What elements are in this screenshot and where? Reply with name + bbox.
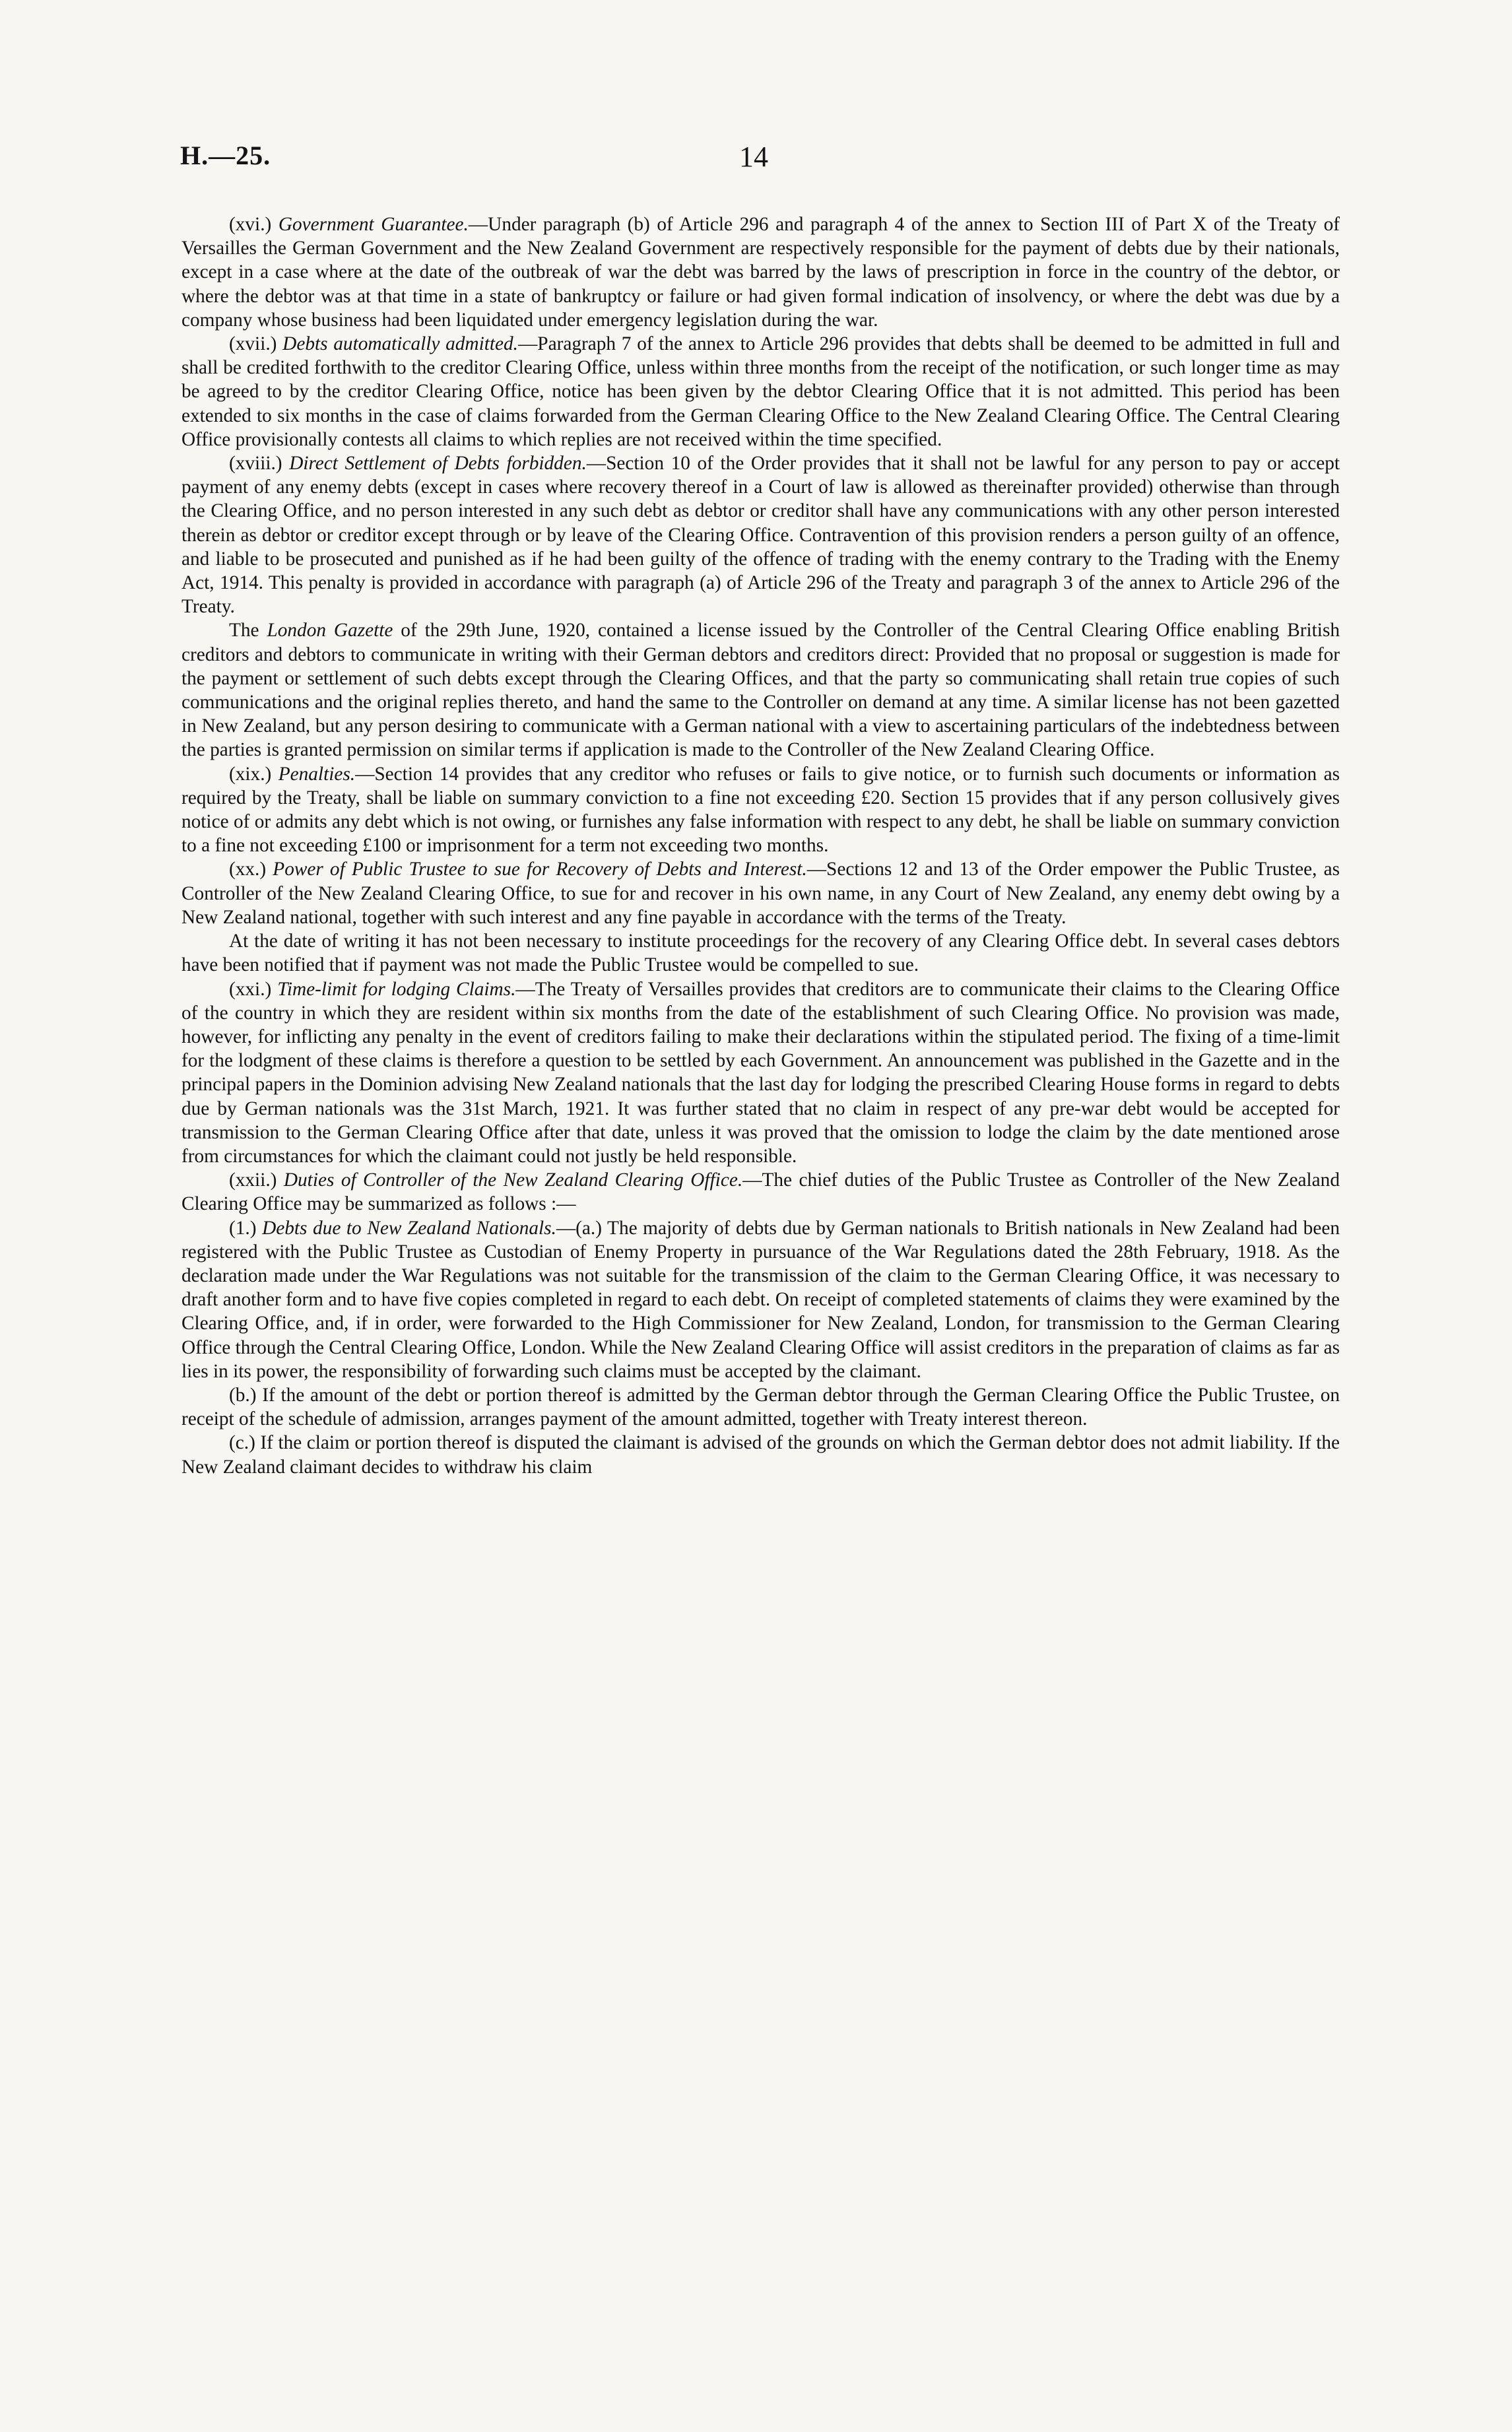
paragraph-heading: London Gazette <box>267 620 393 641</box>
paragraph-number: (xvii.) <box>229 333 277 355</box>
paragraph-heading: Direct Settlement of Debts forbidden. <box>289 453 587 475</box>
paragraph-c <box>181 1431 1340 1478</box>
paragraph-heading: Duties of Controller of the New Zealand Clearing Office. <box>283 1169 743 1191</box>
body-text <box>181 213 1340 1479</box>
page-number: 14 <box>739 141 768 173</box>
paragraph-text: —The Treaty of Versailles provides that creditors are to communicate their claims to the Clearing Office of the country in which they are resident within six months from the date of the establishment of such Clearing Office. No provision was made, however, for inflicting any penalty in the event of creditors failing to make their declarations within the stipulated period. The fixing of a time-limit for the lodgment of these claims is therefore a question to be settled by each Government. An announcement was published in the Gazette and in the principal papers in the Dominion advising New Zealand nationals that the last day for lodging the prescribed Clearing House forms in regard to debts due by German nationals was the 31st March, 1921. It was further stated that no claim in respect of any pre-war debt would be accepted for transmission to the German Clearing Office after that date, unless it was proved that the omission to lodge the claim by the date mentioned arose from circumstances for which the claimant could not justly be held responsible. <box>181 978 1340 1167</box>
paragraph-heading: Government Guarantee. <box>278 214 469 235</box>
paragraph-xvii <box>181 332 1340 451</box>
paragraph-text: At the date of writing it has not been necessary to institute proceedings for the recovery of any Clearing Office debt. In several cases debtors have been notified that if payment was not made the Public Trustee would be compelled to sue. <box>181 931 1340 976</box>
paragraph-text: of the 29th June, 1920, contained a license issued by the Controller of the Central Clearing Office enabling British creditors and debtors to communicate in writing with their German debtors and creditors direct: Provided that no proposal or suggestion is made for the payment or settlement of such debts except through the Clearing Offices, and that the party so communicating shall retain true copies of such communications and the original replies thereto, and hand the same to the Controller on demand at any time. A similar license has not been gazetted in New Zealand, but any person desiring to communicate with a German national with a view to ascertaining particulars of the indebtedness between the parties is granted permission on similar terms if application is made to the Controller of the New Zealand Clearing Office. <box>181 620 1340 761</box>
paragraph-heading: Power of Public Trustee to sue for Recovery of Debts and Interest. <box>273 859 807 880</box>
paragraph-xxi <box>181 977 1340 1169</box>
paragraph-number: (xvi.) <box>229 214 272 235</box>
paragraph-xxii <box>181 1168 1340 1216</box>
paragraph-text: If the claim or portion thereof is disputed the claimant is advised of the grounds on which the German debtor does not admit liability. If the New Zealand claimant decides to withdraw his claim <box>181 1432 1340 1478</box>
paragraph-text: —Sections 12 and 13 of the Order empower the Public Trustee, as Controller of the New Zealand Clearing Office, to sue for and recover in his own name, in any Court of New Zealand, any enemy debt owing by a New Zealand national, together with such interest and any fine payable in accordance with the terms of the Treaty. <box>181 859 1340 928</box>
paragraph-xvi <box>181 213 1340 332</box>
paragraph-b <box>181 1383 1340 1431</box>
paragraph-text: —Under paragraph (b) of Article 296 and paragraph 4 of the annex to Section III of Part X of the Treaty of Versailles the German Government and the New Zealand Government are respectively responsible for the payment of debts due by their nationals, except in a case where at the date of the outbreak of war the debt was barred by the laws of prescription in force in the country of the debtor, or where the debtor was at that time in a state of bankruptcy or failure or had given formal indication of insolvency, or where the debt was due by a company whose business had been liquidated under emergency legislation during the war. <box>181 214 1340 331</box>
paragraph-xix <box>181 762 1340 858</box>
paragraph-text: —(a.) The majority of debts due by German nationals to British nationals in New Zealand had been registered with the Public Trustee as Custodian of Enemy Property in pursuance of the War Regulations dated the 28th February, 1918. As the declaration made under the War Regulations was not suitable for the transmission of the claim to the German Clearing Office, it was necessary to draft another form and to have five copies completed in regard to each debt. On receipt of completed statements of claims they were examined by the Clearing Office, and, if in order, were forwarded to the High Commissioner for New Zealand, London, for transmission to the German Clearing Office through the Central Clearing Office, London. While the New Zealand Clearing Office will assist creditors in the preparation of claims as far as lies in its power, the responsibility of forwarding such claims must be accepted by the claimant. <box>181 1217 1340 1382</box>
paragraph-1 <box>181 1216 1340 1383</box>
paragraph-text: —Section 14 provides that any creditor who refuses or fails to give notice, or to furnish such documents or information as required by the Treaty, shall be liable on summary conviction to a fine not exceeding £20. Section 15 provides that if any person collusively gives notice of or admits any debt which is not owing, or furnishes any false information with respect to any debt, he shall be liable on summary conviction to a fine not exceeding £100 or imprisonment for a term not exceeding two months. <box>181 763 1340 857</box>
paragraph-number: (xxi.) <box>229 978 272 1000</box>
paragraph-number: (xix.) <box>229 763 272 785</box>
paragraph-text: —Paragraph 7 of the annex to Article 296 provides that debts shall be deemed to be admitted in full and shall be credited forthwith to the creditor Clearing Office, unless within three months from the receipt of the notification, or such longer time as may be agreed to by the creditor Clearing Office, notice has been given by the debtor Clearing Office that it is not admitted. This period has been extended to six months in the case of claims forwarded from the German Clearing Office to the New Zealand Clearing Office. The Central Clearing Office provisionally contests all claims to which replies are not received within the time specified. <box>181 333 1340 450</box>
paragraph-heading: Penalties. <box>278 763 356 785</box>
document-code: H.—25. <box>180 141 271 170</box>
paragraph-xviii <box>181 451 1340 618</box>
paragraph-lead: The <box>229 620 267 641</box>
page-header <box>181 140 1340 189</box>
paragraph-proceedings <box>181 929 1340 977</box>
paragraph-text: If the amount of the debt or portion thereof is admitted by the German debtor through the German Clearing Office the Public Trustee, on receipt of the schedule of admission, arranges payment of the amount admitted, together with Treaty interest thereon. <box>181 1384 1340 1430</box>
paragraph-heading: Debts due to New Zealand Nationals. <box>262 1217 556 1239</box>
paragraph-number: (xx.) <box>229 859 267 880</box>
paragraph-text: —The chief duties of the Public Trustee as Controller of the New Zealand Clearing Office may be summarized as follows :— <box>181 1169 1340 1215</box>
paragraph-number: (1.) <box>229 1217 257 1239</box>
paragraph-heading: Debts automatically admitted. <box>282 333 518 355</box>
paragraph-number: (xviii.) <box>229 453 282 475</box>
paragraph-heading: Time-limit for lodging Claims. <box>277 978 516 1000</box>
paragraph-number: (b.) <box>229 1384 257 1406</box>
paragraph-xx <box>181 857 1340 929</box>
paragraph-london-gazette <box>181 618 1340 762</box>
paragraph-text: —Section 10 of the Order provides that it shall not be lawful for any person to pay or accept payment of any enemy debts (except in cases where recovery thereof in a Court of law is allowed as thereinafter provided) otherwise than through the Clearing Office, and no person interested in any such debt as debtor or creditor shall have any communications with any other person interested therein as debtor or creditor except through or by leave of the Clearing Office. Contravention of this provision renders a person guilty of an offence, and liable to be prosecuted and punished as if he had been guilty of the offence of trading with the enemy contrary to the Trading with the Enemy Act, 1914. This penalty is provided in accordance with paragraph (a) of Article 296 of the Treaty and paragraph 3 of the annex to Article 296 of the Treaty. <box>181 453 1340 618</box>
paragraph-number: (c.) <box>229 1432 255 1454</box>
document-page <box>181 140 1340 1479</box>
paragraph-number: (xxii.) <box>229 1169 277 1191</box>
